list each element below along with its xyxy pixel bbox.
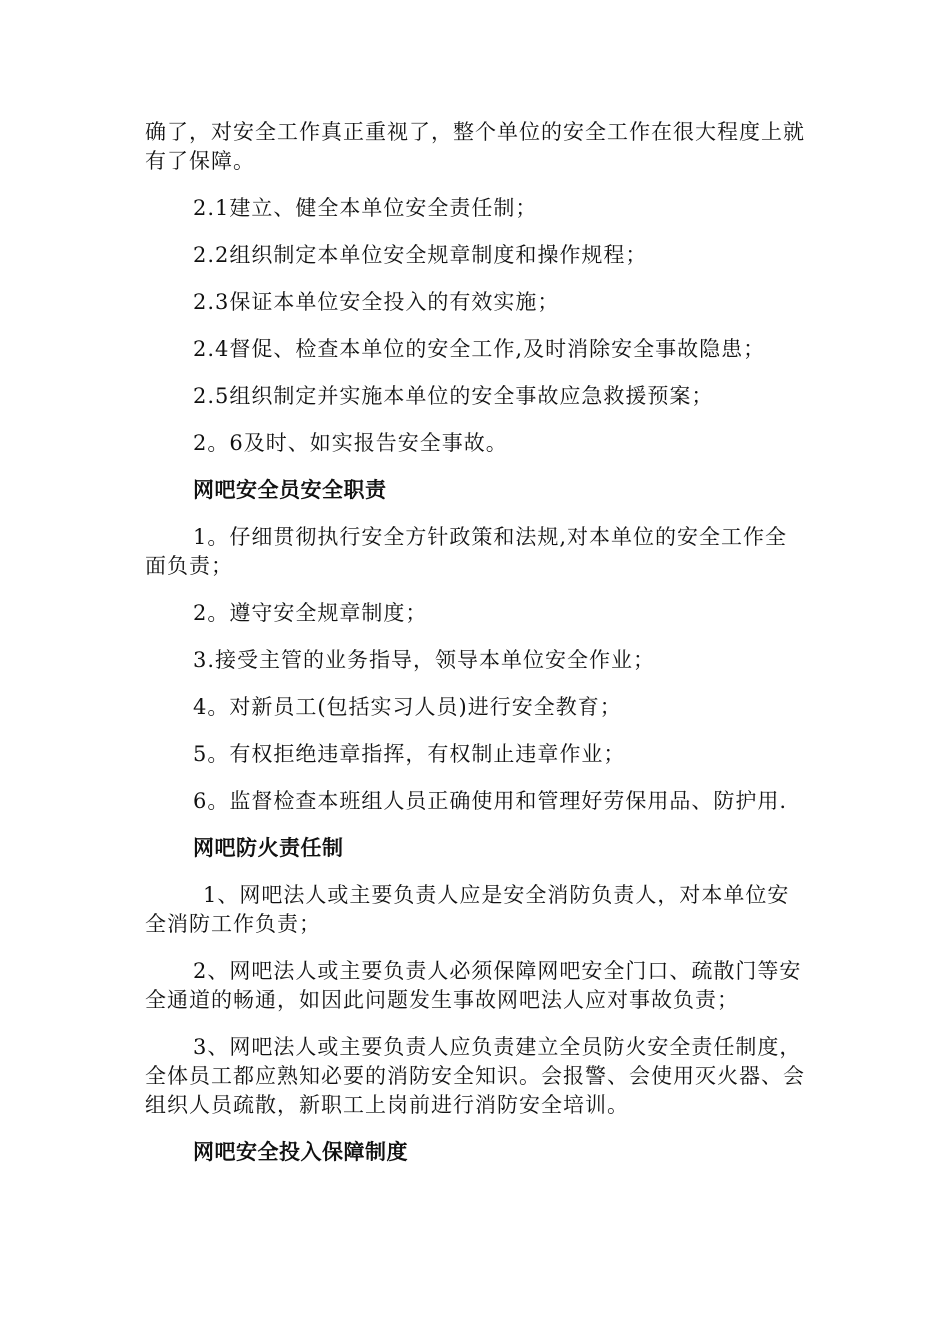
heading-fire-responsibility: 网吧防火责任制 — [193, 836, 344, 860]
item-2-5: 2.5组织制定并实施本单位的安全事故应急救援预案； — [193, 384, 714, 408]
officer-item-6: 6。监督检查本班组人员正确使用和管理好劳保用品、防护用. — [193, 789, 788, 813]
fire-item-3: 3、网吧法人或主要负责人应负责建立全员防火安全责任制度，全体员工都应熟知必要的消防安全知识。会报警、会使用灭火器、会组织人员疏散，新职工上岗前进行消防安全培训。 — [145, 1035, 805, 1117]
heading-safety-investment: 网吧安全投入保障制度 — [193, 1140, 408, 1164]
item-2-4: 2.4督促、检查本单位的安全工作,及时消除安全事故隐患； — [193, 337, 766, 361]
item-2-3: 2.3保证本单位安全投入的有效实施； — [193, 290, 560, 314]
intro-paragraph: 确了，对安全工作真正重视了，整个单位的安全工作在很大程度上就有了保障。 — [145, 120, 805, 173]
heading-safety-officer-duties: 网吧安全员安全职责 — [193, 478, 387, 502]
officer-item-5: 5。有权拒绝违章指挥，有权制止违章作业； — [193, 742, 626, 766]
officer-item-2: 2。遵守安全规章制度； — [193, 601, 428, 625]
officer-item-1: 1。仔细贯彻执行安全方针政策和法规,对本单位的安全工作全面负责； — [145, 525, 788, 578]
item-2-2: 2.2组织制定本单位安全规章制度和操作规程； — [193, 243, 648, 267]
item-2-1: 2.1建立、健全本单位安全责任制； — [193, 196, 538, 220]
fire-item-1: 1、网吧法人或主要负责人应是安全消防负责人，对本单位安全消防工作负责； — [145, 883, 790, 936]
officer-item-4: 4。对新员工(包括实习人员)进行安全教育； — [193, 695, 622, 719]
fire-item-2: 2、网吧法人或主要负责人必须保障网吧安全门口、疏散门等安全通道的畅通，如因此问题发生事故网吧法人应对事故负责； — [145, 959, 802, 1012]
officer-item-3: 3.接受主管的业务指导，领导本单位安全作业； — [193, 648, 656, 672]
document-body — [145, 118, 805, 1185]
item-2-6: 2。6及时、如实报告安全事故。 — [193, 431, 508, 455]
